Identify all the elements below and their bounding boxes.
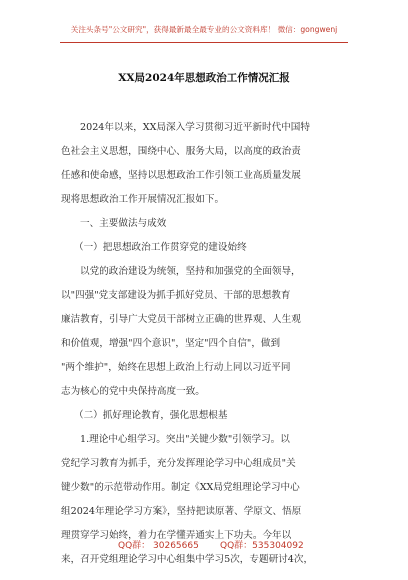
- body-line: 色社会主义思想，围绕中心、服务大局，以高度的政治责: [61, 146, 301, 157]
- body-line: 现将思想政治工作开展情况汇报如下。: [61, 194, 225, 205]
- body-line: 2024年以来，XX局深入学习贯彻习近平新时代中国特: [80, 122, 310, 133]
- qq-group-1: QQ群： 30265665: [118, 541, 199, 551]
- promo-header: 关注头条号"公文研究"，获得最新最全最专业的公文资料库！ 微信：gongwenj: [70, 25, 338, 34]
- body-line: 党纪学习教育为抓手，充分发挥理论学习中心组成员"关: [61, 458, 296, 469]
- body-line: 志为核心的党中央保持高度一致。: [61, 386, 205, 397]
- qq-group-2: QQ群：535304092: [220, 541, 304, 551]
- body-line: 任感和使命感，坚持以思想政治工作引领工业高质量发展: [61, 170, 301, 181]
- body-line: 来，召开党组理论学习中心组集中学习5次，专题研讨4次，: [61, 554, 314, 565]
- body-line: 1.理论中心组学习。突出"关键少数"引领学习。以: [80, 434, 290, 445]
- body-line: 理贯穿学习始终，着力在学懂弄通实上下功夫。今年以: [61, 530, 292, 541]
- body-line: 和价值观，增强"四个意识"，坚定"四个自信"，做到: [61, 338, 281, 349]
- body-line: 键少数"的示范带动作用。制定《XX局党组理论学习中心: [61, 482, 300, 493]
- body-line: 以"四强"党支部建设为抓手抓好党员、干部的思想教育: [61, 290, 291, 301]
- document-title: XX局2024年思想政治工作情况汇报: [118, 72, 290, 84]
- section-heading: 一、主要做法与成效: [80, 218, 167, 229]
- body-line: "两个维护"，始终在思想上政治上行动上同以习近平同: [61, 362, 291, 373]
- body-line: 组2024年理论学习方案》，坚持把读原著、学原文、悟原: [61, 506, 302, 517]
- subsection-heading: （二）抓好理论教育，强化思想根基: [74, 410, 228, 421]
- body-line: 廉洁教育，引导广大党员干部树立正确的世界观、人生观: [61, 314, 301, 325]
- body-line: 以党的政治建设为统领，坚持和加强党的全面领导，: [80, 266, 301, 277]
- subsection-heading: （一）把思想政治工作贯穿党的建设始终: [74, 242, 247, 253]
- header-divider: [60, 42, 348, 43]
